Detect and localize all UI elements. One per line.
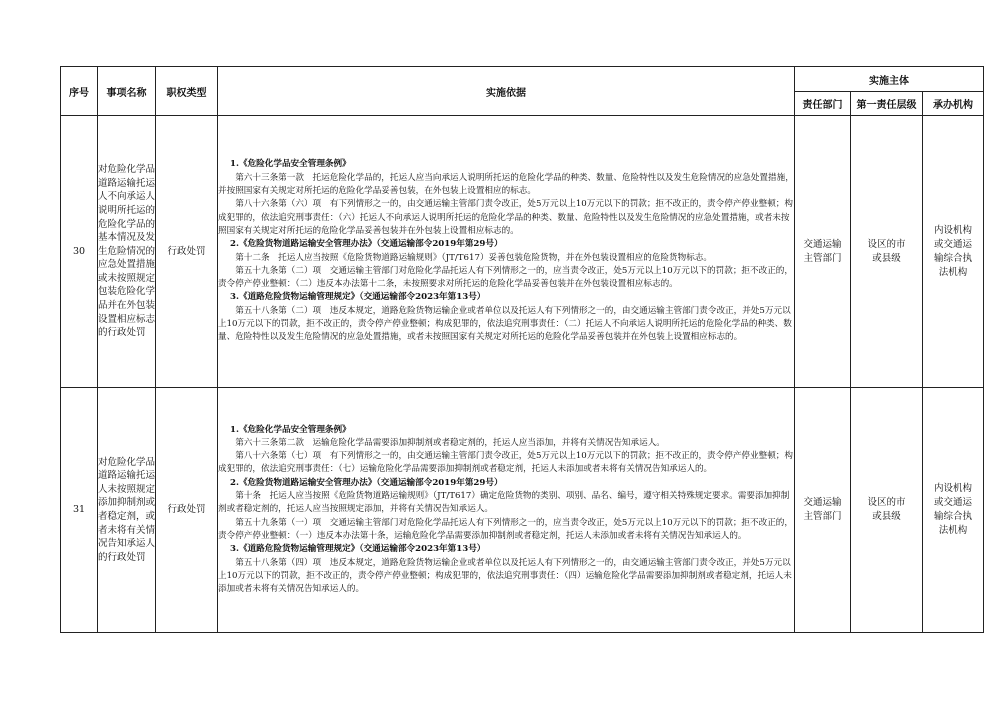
row-org-text: 内设机构或交通运输综合执法机构: [934, 483, 973, 536]
basis-paragraph: 第五十九条第（一）项 交通运输主管部门对危险化学品托运人有下列情形之一的，应当责令改正，处5万元以上10万元以下的罚款；拒不改正的，责令停产停业整顿：（一）违反本办法第十条，运输危险化学品需要添加抑制剂或者稳定剂，托运人未添加或者未将有关情况告知承运人的。: [218, 517, 793, 541]
row-seq: 31: [61, 388, 98, 633]
basis-law-title: 3.《道路危险货物运输管理规定》（交通运输部令2023年第13号）: [230, 292, 486, 303]
row-dept-text: 交通运输主管部门: [803, 238, 842, 264]
basis-law-title: 2.《危险货物道路运输安全管理办法》（交通运输部令2019年第29号）: [230, 239, 503, 250]
basis-law-title: 1.《危险化学品安全管理条例》: [230, 424, 351, 435]
basis-paragraph: 第八十六条第（七）项 有下列情形之一的，由交通运输主管部门责令改正，处5万元以上10万元以下的罚款；拒不改正的，责令停产停业整顿；构成犯罪的，依法追究刑事责任：（七）运输危险化学品需要添加抑制剂或者稳定剂，托运人未添加或者未将有关情况告知承运人的。: [218, 451, 793, 475]
row-org: [923, 116, 984, 388]
basis-paragraph: 第六十三条第二款 运输危险化学品需要添加抑制剂或者稳定剂的，托运人应当添加，并将有关情况告知承运人。: [235, 437, 665, 448]
basis-paragraph: 第八十六条第（六）项 有下列情形之一的，由交通运输主管部门责令改正，处5万元以上10万元以下的罚款；拒不改正的，责令停产停业整顿；构成犯罪的，依法追究刑事责任：（六）托运人不向承运人说明所托运的危险化学品的种类、数量、危险特性以及发生危险情况的应急处置措施，或者未按照国家有关规定对所托运的危险化学品妥善包装并在外包装上设置相应标志的。: [218, 199, 793, 236]
row-item-name: 对危险化学品道路运输托运人未按照规定添加抑制剂或者稳定剂，或者未将有关情况告知承运人的行政处罚: [98, 388, 156, 633]
basis-law-title: 1.《危险化学品安全管理条例》: [230, 159, 351, 170]
header-item-name: 事项名称: [98, 67, 156, 116]
header-seq: 序号: [61, 67, 98, 116]
basis-paragraph: 第五十八条第（四）项 违反本规定，道路危险货物运输企业或者单位以及托运人有下列情形之一的，由交通运输主管部门责令改正，并处5万元以上10万元以下的罚款，拒不改正的，责令停产停业整顿；构成犯罪的，依法追究刑事责任：（四）运输危险化学品需要添加抑制剂或者稳定剂，托运人未添加或者未将有关情况告知承运人的。: [218, 557, 792, 595]
row-level-text: 设区的市或县级: [867, 497, 906, 522]
basis-paragraph: 第五十八条第（二）项 违反本规定，道路危险货物运输企业或者单位以及托运人有下列情形之一的，由交通运输主管部门责令改正，并处5万元以上10万元以下的罚款，拒不改正的，责令停产停业整顿；构成犯罪的，依法追究刑事责任：（二）托运人不向承运人说明所托运的危险化学品的种类、数量、危险特性以及发生危险情况的应急处置措施，或者未按照国家有关规定对所托运的危险化学品妥善包装并在外包装上设置相应标志的。: [218, 305, 792, 343]
header-level: 第一责任层级: [851, 92, 923, 116]
basis-paragraph: 第五十九条第（二）项 交通运输主管部门对危险化学品托运人有下列情形之一的，应当责令改正，处5万元以上10万元以下的罚款；拒不改正的，责令停产停业整顿：（二）违反本办法第十二条，未按照要求对所托运的危险化学品妥善包装并在外包装设置相应标志的。: [218, 265, 793, 290]
header-basis: 实施依据: [218, 67, 795, 116]
row-level-text: 设区的市或县级: [867, 238, 906, 264]
row-org: [923, 388, 984, 633]
table-row: [61, 116, 984, 388]
row-seq: 30: [61, 116, 98, 388]
row-power-type: 行政处罚: [156, 388, 218, 633]
basis-law-title: 3.《道路危险货物运输管理规定》（交通运输部令2023年第13号）: [230, 544, 486, 555]
row-org-text: 内设机构或交通运输综合执法机构: [934, 224, 973, 278]
row-dept: [795, 388, 851, 633]
row-dept: [795, 116, 851, 388]
row-basis: [218, 116, 795, 388]
header-org: 承办机构: [923, 92, 984, 116]
row-level: [851, 116, 923, 388]
row-basis: [218, 388, 795, 633]
header-subject: 实施主体: [795, 67, 984, 92]
row-power-type: 行政处罚: [156, 116, 218, 388]
row-item-name: 对危险化学品道路运输托运人不向承运人说明所托运的危险化学品的基本情况及发生危险情况的应急处置措施或未按照规定包装危险化学品并在外包装设置相应标志的行政处罚: [98, 116, 156, 388]
header-power-type: 职权类型: [156, 67, 218, 116]
header-dept: 责任部门: [795, 92, 851, 116]
basis-paragraph: 第十条 托运人应当按照《危险货物道路运输规则》（JT/T617）确定危险货物的类别、项别、品名、编号，遵守相关特殊规定要求。需要添加抑制剂或者稳定剂的，托运人应当按照规定添加，并将有关情况告知承运人。: [218, 491, 790, 515]
row-level: [851, 388, 923, 633]
power-list-table: [60, 66, 984, 633]
row-dept-text: 交通运输主管部门: [803, 497, 842, 522]
basis-paragraph: 第十二条 托运人应当按照《危险货物道路运输规则》（JT/T617）妥善包装危险货物，并在外包装设置相应的危险货物标志。: [235, 252, 712, 263]
table-row: [61, 388, 984, 633]
basis-paragraph: 第六十三条第一款 托运危险化学品的，托运人应当向承运人说明所托运的危险化学品的种类、数量、危险特性以及发生危险情况的应急处置措施，并按照国家有关规定对所托运的危险化学品妥善包装，在外包装上设置相应的标志。: [218, 172, 794, 197]
basis-law-title: 2.《危险货物道路运输安全管理办法》（交通运输部令2019年第29号）: [230, 477, 503, 488]
